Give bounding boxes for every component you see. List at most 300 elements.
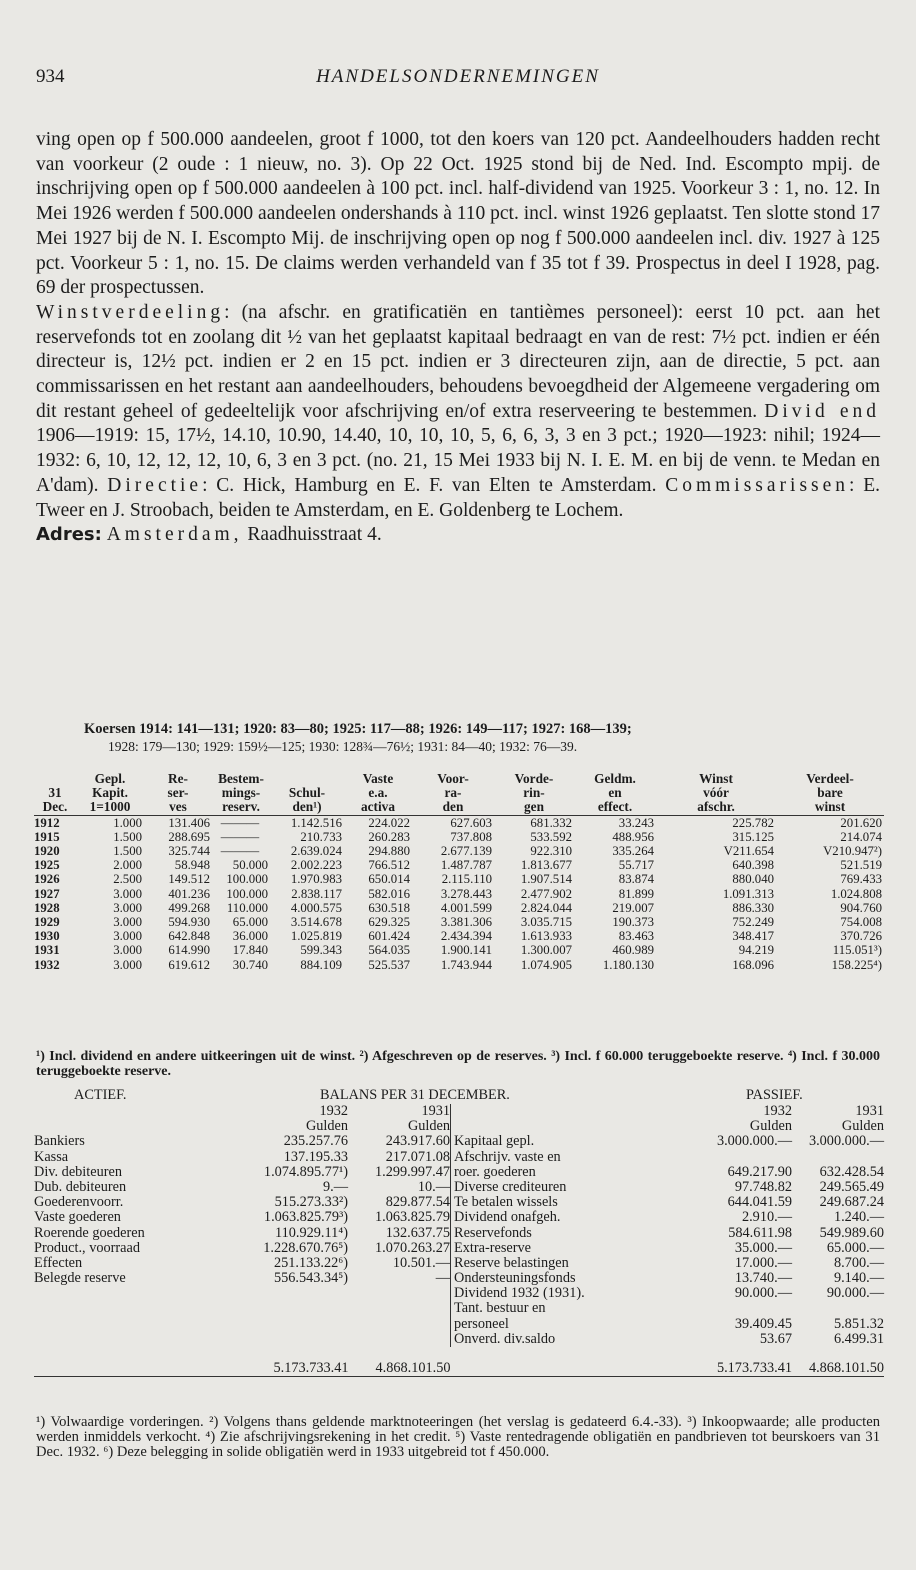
item-label: Reserve belastingen xyxy=(454,1255,569,1271)
actief-row xyxy=(34,1241,450,1256)
column-header-line: Bestem- xyxy=(218,771,264,786)
item-value: 17.000.— xyxy=(734,1254,792,1271)
column-header-line: Schul- xyxy=(288,785,326,801)
item-label: Div. debiteuren xyxy=(34,1164,123,1180)
table-cell: 1.180.130 xyxy=(602,957,654,972)
passief-row xyxy=(454,1286,884,1301)
row-year: 1930 xyxy=(34,929,60,944)
address-city: Amsterdam, xyxy=(106,524,243,546)
item-value: 3.000.000.— xyxy=(808,1133,884,1150)
item-value: 110.929.11⁴) xyxy=(275,1224,349,1241)
row-year: 1915 xyxy=(34,829,60,844)
item-value xyxy=(792,1301,884,1316)
table-cell: 1.091.313 xyxy=(722,886,774,901)
table-cell: 614.990 xyxy=(168,943,210,958)
item-value xyxy=(688,1150,792,1165)
table-cell: 1.025.819 xyxy=(290,929,342,944)
item-value: 243.917.60 xyxy=(385,1133,451,1150)
item-label: Roerende goederen xyxy=(34,1225,145,1241)
passief-row xyxy=(454,1134,884,1149)
item-value: 1.240.— xyxy=(833,1209,884,1226)
table-cell: 335.264 xyxy=(612,844,654,859)
column-header-line: vóór xyxy=(703,785,729,801)
column-header xyxy=(270,772,344,815)
item-value: 5.851.32 xyxy=(833,1315,884,1332)
table-cell: 83.463 xyxy=(618,929,654,944)
table-cell: 1.024.808 xyxy=(830,886,882,901)
table-cell: 627.603 xyxy=(412,815,494,830)
table-cell: 94.219 xyxy=(738,943,774,958)
table-cell: 3.000 xyxy=(113,957,142,972)
column-header-line: en xyxy=(608,785,622,801)
table-cell: ——— xyxy=(220,844,260,859)
table-cell: 401.236 xyxy=(168,886,210,901)
table-cell: 642.848 xyxy=(168,929,210,944)
table-cell: 922.310 xyxy=(530,844,572,859)
item-value: 97.748.82 xyxy=(734,1178,792,1195)
passief-row xyxy=(454,1301,884,1316)
table-cell: V210.947²) xyxy=(823,844,882,859)
table-row xyxy=(34,958,884,972)
profit-distribution-paragraph xyxy=(36,301,880,523)
table-cell: 594.930 xyxy=(168,915,210,930)
item-value: 10.— xyxy=(417,1178,451,1195)
column-header-line: Gepl. xyxy=(94,771,126,786)
column-header xyxy=(494,772,574,815)
dividend-label: Divid end xyxy=(764,400,881,422)
table-cell: 1.000 xyxy=(76,815,144,830)
item-label: Belegde reserve xyxy=(34,1271,126,1287)
item-label: Afschrijv. vaste en xyxy=(454,1149,561,1165)
column-header-line: den¹) xyxy=(292,799,322,815)
passief-row xyxy=(454,1165,884,1180)
table-cell: 640.398 xyxy=(732,858,774,873)
table-cell: 4.000.575 xyxy=(290,900,342,915)
item-value: 10.501.— xyxy=(392,1254,451,1271)
year-head: 1932 xyxy=(763,1103,792,1119)
row-year: 1932 xyxy=(34,957,60,972)
table-cell: 3.035.715 xyxy=(520,915,572,930)
table-cell: 30.740 xyxy=(232,957,268,972)
unit-head: Gulden xyxy=(305,1118,349,1135)
table-cell: 214.074 xyxy=(840,829,882,844)
table-row xyxy=(34,830,884,844)
table-cell: 1.074.905 xyxy=(520,957,572,972)
table-cell: 36.000 xyxy=(232,929,268,944)
total-passief-1932: 5.173.733.41 xyxy=(716,1360,792,1376)
table-cell: 100.000 xyxy=(226,886,268,901)
row-year: 1928 xyxy=(34,900,60,915)
item-label: Goederenvoorr. xyxy=(34,1195,124,1211)
passief-row xyxy=(454,1226,884,1241)
column-header-line: Dec. xyxy=(42,799,68,815)
table-cell: 4.001.599 xyxy=(440,900,492,915)
total-actief-1931: 4.868.101.50 xyxy=(375,1360,451,1376)
table-cell: 348.417 xyxy=(732,929,774,944)
actief-column xyxy=(34,1104,450,1347)
table-cell: 260.283 xyxy=(368,829,410,844)
item-value: 6.499.31 xyxy=(833,1330,884,1347)
passief-title: PASSIEF. xyxy=(746,1087,803,1103)
table-cell: 521.519 xyxy=(840,858,882,873)
row-year: 1931 xyxy=(34,943,60,958)
actief-title: ACTIEF. xyxy=(74,1087,127,1103)
row-year: 1927 xyxy=(34,886,60,901)
item-label: Dividend onafgeh. xyxy=(454,1210,561,1226)
item-value: 249.565.49 xyxy=(819,1178,884,1195)
passief-row xyxy=(454,1150,884,1165)
unit-head: Gulden xyxy=(841,1118,884,1135)
column-header-line: Geldm. xyxy=(594,771,636,786)
column-header-line: Kapit. xyxy=(92,785,128,801)
item-label: Dividend 1932 (1931). xyxy=(454,1286,585,1302)
table-row xyxy=(34,858,884,872)
table-cell: 630.518 xyxy=(368,900,410,915)
table-cell: 2.002.223 xyxy=(290,858,342,873)
item-value: 1.070.263.27 xyxy=(374,1239,451,1256)
table-row xyxy=(34,887,884,901)
item-value xyxy=(792,1150,884,1165)
item-value: 9.— xyxy=(323,1178,349,1195)
winst-label: Winstverdeeling xyxy=(36,301,225,323)
column-header-line: rin- xyxy=(523,785,545,801)
column-header xyxy=(656,772,776,815)
table-cell: 2.677.139 xyxy=(440,844,492,859)
table-cell: 499.268 xyxy=(168,900,210,915)
row-year: 1920 xyxy=(34,844,60,859)
item-value: 235.257.76 xyxy=(283,1133,349,1150)
item-value: 1.074.895.77¹) xyxy=(263,1163,349,1180)
item-label: Tant. bestuur en xyxy=(454,1301,546,1317)
table-cell: 201.620 xyxy=(776,815,884,830)
table-cell: 1.487.787 xyxy=(440,858,492,873)
table-cell: 294.880 xyxy=(368,844,410,859)
item-label: Effecten xyxy=(34,1255,83,1271)
table-cell: 737.808 xyxy=(450,829,492,844)
item-label: Dub. debiteuren xyxy=(34,1179,127,1195)
table-row xyxy=(34,915,884,929)
year-head: 1931 xyxy=(421,1103,451,1119)
table-cell: 754.008 xyxy=(840,915,882,930)
financial-table xyxy=(34,772,884,972)
column-header xyxy=(34,772,76,815)
column-header-line: Vorde- xyxy=(514,771,554,786)
table-cell: 886.330 xyxy=(732,900,774,915)
table-cell: 1.813.677 xyxy=(520,858,572,873)
item-value: 829.877.54 xyxy=(385,1194,451,1211)
passief-row xyxy=(454,1317,884,1332)
table-cell: 1.500 xyxy=(113,829,142,844)
balance-footnotes: ¹) Volwaardige vorderingen. ²) Volgens thans geldende marktnoteeringen (het verslag is gedateerd 6.4.-33). ³) Inkoopwaarde; alle producten werden inmiddels verkocht. ⁴) Zie afschrijvingsrekening in het credit. ⁵) Vaste rentedragende obligatiën en pandbrieven tot beurskoers van 31 Dec. 1932. ⁶) Deze belegging in solide obligatiën werd in 1933 uitgebreid tot f 450.000. xyxy=(36,1414,880,1461)
table-cell: 533.592 xyxy=(530,829,572,844)
column-header-line: 1=1000 xyxy=(89,799,131,815)
issue-history-paragraph: ving open op f 500.000 aandeelen, groot f 1000, tot den koers van 120 pct. Aandeelhouders hadden recht van voorkeur (2 oude : 1 nieuw, no. 3). Op 22 Oct. 1925 stond bij de Ned. Ind. Escompto mpij. de inschrijving open op f 500.000 aandeelen à 100 pct. incl. half-dividend van 1925. Voorkeur 3 : 1, no. 12. In Mei 1926 werden f 500.000 aandeelen ondershands à 110 pct. incl. winst 1926 geplaatst. Ten slotte stond 17 Mei 1927 bij de N. I. Escompto Mij. de inschrijving open op nog f 500.000 aandeelen incl. div. 1927 à 125 pct. Voorkeur 5 : 1, no. 15. De claims werden verhandeld van f 35 tot f 39. Prospectus in deel I 1928, pag. 69 der prospectussen. xyxy=(36,129,881,299)
item-label: personeel xyxy=(454,1316,509,1332)
column-header-line: ra- xyxy=(444,785,462,801)
address-label: Adres: xyxy=(36,524,102,546)
table-cell: 2.500 xyxy=(113,872,142,887)
item-value: 584.611.98 xyxy=(728,1224,792,1241)
directie-label: Directie xyxy=(107,474,203,496)
dividend-text: 1906—1919: 15, 17½, 14.10, 10.90, 14.40, 10, 10, 10, 5, 6, 6, 3, 3 en 3 pct.; 1920—1923: nihil; 1924—1932: 6, 10, 12, 12, 12, 10, 6, 3 en 3 pct. (no. 21, 15 Mei 1933 bij N. I. E. M. en bij de venn. te Medan en A'dam). xyxy=(36,425,880,496)
table-cell: 224.022 xyxy=(344,815,412,830)
total-passief-1931: 4.868.101.50 xyxy=(808,1360,884,1376)
item-label: Vaste goederen xyxy=(34,1210,121,1226)
table-row xyxy=(34,815,884,830)
item-value: — xyxy=(435,1270,451,1287)
table-row xyxy=(34,844,884,858)
page-header xyxy=(36,66,880,92)
table-cell: 3.000 xyxy=(113,915,142,930)
directie-text: : C. Hick, Hamburg en E. F. van Elten te Amsterdam. xyxy=(202,474,657,496)
item-value: 1.228.670.76⁵) xyxy=(263,1239,349,1256)
table-cell: 219.007 xyxy=(612,900,654,915)
column-header-line: Verdeel- xyxy=(806,771,854,786)
column-header xyxy=(212,772,270,815)
table-cell: 460.989 xyxy=(612,943,654,958)
table-row xyxy=(34,872,884,886)
address-street: Raadhuisstraat 4. xyxy=(247,524,382,546)
item-value: 53.67 xyxy=(759,1330,792,1347)
table-footnotes: ¹) Incl. dividend en andere uitkeeringen uit de winst. ²) Afgeschreven op de reserves. ³) Incl. f 60.000 teruggeboekte reserve. ⁴) Incl. f 30.000 teruggeboekte reserve. xyxy=(36,1049,880,1079)
year-head: 1931 xyxy=(855,1103,884,1119)
table-cell: V211.654 xyxy=(723,844,774,859)
column-header xyxy=(76,772,144,815)
item-value: 90.000.— xyxy=(734,1285,792,1302)
item-value: 13.740.— xyxy=(734,1270,792,1287)
passief-row xyxy=(454,1332,884,1347)
table-cell: 100.000 xyxy=(226,872,268,887)
table-row xyxy=(34,901,884,915)
actief-row xyxy=(34,1195,450,1210)
actief-row xyxy=(34,1134,450,1149)
passief-row xyxy=(454,1241,884,1256)
table-cell: 370.726 xyxy=(840,929,882,944)
item-value: 132.637.75 xyxy=(385,1224,451,1241)
item-value: 8.700.— xyxy=(833,1254,884,1271)
balance-title-row xyxy=(34,1088,884,1104)
actief-row xyxy=(34,1165,450,1180)
table-cell: 880.040 xyxy=(732,872,774,887)
table-cell: 65.000 xyxy=(232,915,268,930)
commissarissen-text: : E. Tweer en J. Stroobach, beiden te Amsterdam, en E. Goldenberg te Lochem. xyxy=(36,474,880,521)
table-cell: 766.512 xyxy=(368,858,410,873)
item-label: Diverse crediteuren xyxy=(454,1179,567,1195)
item-value: 1.063.825.79 xyxy=(374,1209,451,1226)
table-cell: 288.695 xyxy=(168,829,210,844)
unit-head: Gulden xyxy=(407,1118,451,1135)
table-cell: 58.948 xyxy=(174,858,210,873)
table-cell: 315.125 xyxy=(732,829,774,844)
column-header-line: effect. xyxy=(597,799,633,815)
table-cell: 601.424 xyxy=(368,929,410,944)
item-label: Product., voorraad xyxy=(34,1240,141,1256)
item-value: 3.000.000.— xyxy=(716,1133,792,1150)
column-header-line: Re- xyxy=(168,771,188,786)
winst-text: : (na afschr. en gratificatiën en tantièmes personeel): eerst 10 pct. aan het reservefonds tot en zoolang dit ½ van het geplaatst kapitaal bedraagt en van de rest: 7½ pct. indien er één directeur is, 12½ pct. indien er 2 en 15 pct. indien er 3 directeuren zijn, aan de directie, 5 pct. aan commissarissen en het restant aan aandeelhouders, behoudens bevoegdheid der Algemeene vergadering om dit restant geheel of gedeeltelijk voor afschrijving en/of extra reserveering te bestemmen. xyxy=(36,301,880,422)
table-cell: 83.874 xyxy=(618,872,654,887)
table-cell: 1.500 xyxy=(113,844,142,859)
table-cell: ——— xyxy=(220,829,260,844)
column-header-line: ser- xyxy=(167,785,189,801)
item-label: Te betalen wissels xyxy=(454,1195,558,1211)
table-cell: 769.433 xyxy=(840,872,882,887)
table-cell: 1.300.007 xyxy=(520,943,572,958)
actief-row xyxy=(34,1210,450,1225)
item-value: 65.000.— xyxy=(826,1239,884,1256)
column-header-line: gen xyxy=(524,799,544,815)
passief-column xyxy=(450,1104,884,1347)
table-cell: 2.434.394 xyxy=(440,929,492,944)
table-cell: 1.900.141 xyxy=(440,943,492,958)
table-cell: 2.000 xyxy=(113,858,142,873)
item-value: 9.140.— xyxy=(833,1270,884,1287)
column-header-line: Vaste xyxy=(362,771,394,786)
passief-row xyxy=(454,1180,884,1195)
table-cell: 619.612 xyxy=(168,957,210,972)
column-header xyxy=(776,772,884,815)
table-row xyxy=(34,929,884,943)
body-text xyxy=(36,128,880,548)
table-cell: 3.514.678 xyxy=(290,915,342,930)
balance-title: BALANS PER 31 DECEMBER. xyxy=(320,1087,510,1103)
table-cell: 168.096 xyxy=(732,957,774,972)
table-cell: 110.000 xyxy=(226,900,268,915)
table-cell: 582.016 xyxy=(368,886,410,901)
actief-row xyxy=(34,1150,450,1165)
column-header-line: bare xyxy=(817,785,843,801)
table-cell: 3.000 xyxy=(113,900,142,915)
item-value: 217.071.08 xyxy=(385,1148,451,1165)
unit-head: Gulden xyxy=(749,1118,792,1135)
table-cell: 2.639.024 xyxy=(290,844,342,859)
item-label: Kapitaal gepl. xyxy=(454,1134,535,1150)
item-label: Bankiers xyxy=(34,1134,85,1150)
table-cell: 149.512 xyxy=(168,872,210,887)
item-value xyxy=(688,1301,792,1316)
balance-totals xyxy=(34,1361,884,1377)
table-cell: 752.249 xyxy=(732,915,774,930)
row-year: 1926 xyxy=(34,872,60,887)
year-head: 1932 xyxy=(319,1103,349,1119)
passief-row xyxy=(454,1256,884,1271)
item-value: 515.273.33²) xyxy=(274,1194,349,1211)
item-label: Onverd. div.saldo xyxy=(454,1331,556,1347)
item-value: 249.687.24 xyxy=(819,1194,884,1211)
table-cell: 1.907.514 xyxy=(520,872,572,887)
share-prices-line-2: 1928: 179—130; 1929: 159½—125; 1930: 128¾—76½; 1931: 84—40; 1932: 76—39. xyxy=(108,739,578,754)
column-header-line: 31 xyxy=(48,785,62,801)
item-value: 35.000.— xyxy=(734,1239,792,1256)
column-header xyxy=(344,772,412,815)
table-cell: 17.840 xyxy=(232,943,268,958)
item-label: Extra-reserve xyxy=(454,1240,532,1256)
table-cell: 629.325 xyxy=(368,915,410,930)
item-label: Ondersteuningsfonds xyxy=(454,1271,576,1287)
table-cell: 325.744 xyxy=(168,844,210,859)
column-header xyxy=(574,772,656,815)
passief-row xyxy=(454,1271,884,1286)
item-value: 549.989.60 xyxy=(819,1224,884,1241)
table-cell: 3.000 xyxy=(113,929,142,944)
table-cell: 1.970.983 xyxy=(290,872,342,887)
row-year: 1929 xyxy=(34,915,60,930)
actief-row xyxy=(34,1271,450,1286)
column-header-line: Voor- xyxy=(437,771,469,786)
column-header-line: winst xyxy=(814,799,846,815)
running-title: HANDELSONDERNEMINGEN xyxy=(316,66,600,87)
table-cell: 2.477.902 xyxy=(520,886,572,901)
actief-row xyxy=(34,1226,450,1241)
table-cell: 599.343 xyxy=(300,943,342,958)
table-cell: 131.406 xyxy=(144,815,212,830)
item-value: 39.409.45 xyxy=(734,1315,792,1332)
row-year: 1912 xyxy=(34,815,76,830)
balance-sheet xyxy=(34,1088,884,1377)
table-cell: 2.838.117 xyxy=(291,886,342,901)
column-header-line: activa xyxy=(361,799,395,815)
item-value: 649.217.90 xyxy=(727,1163,792,1180)
item-value: 632.428.54 xyxy=(819,1163,884,1180)
item-value: 1.299.997.47 xyxy=(374,1163,451,1180)
column-header xyxy=(412,772,494,815)
total-actief-1932: 5.173.733.41 xyxy=(273,1360,349,1376)
table-cell: 1.142.516 xyxy=(270,815,344,830)
item-label: roer. goederen xyxy=(454,1164,536,1180)
commissarissen-label: Commissarissen xyxy=(665,474,850,496)
row-year: 1925 xyxy=(34,858,60,873)
passief-row xyxy=(454,1210,884,1225)
table-cell: 1.743.944 xyxy=(440,957,492,972)
table-cell: 158.225⁴) xyxy=(831,957,882,972)
actief-row xyxy=(34,1256,450,1271)
table-cell: 564.035 xyxy=(368,943,410,958)
item-value: 251.133.22⁶) xyxy=(273,1254,349,1271)
passief-row xyxy=(454,1195,884,1210)
table-cell: 650.014 xyxy=(368,872,410,887)
table-cell: 2.115.110 xyxy=(441,872,492,887)
table-cell: 3.000 xyxy=(113,943,142,958)
share-prices xyxy=(36,720,880,756)
share-prices-line-1: Koersen 1914: 141—131; 1920: 83—80; 1925: 117—88; 1926: 149—117; 1927: 168—139; xyxy=(84,721,632,737)
table-cell: 81.899 xyxy=(618,886,654,901)
table-cell: 488.956 xyxy=(612,829,654,844)
table-cell: 50.000 xyxy=(232,858,268,873)
column-header-line: e.a. xyxy=(368,785,388,801)
item-label: Kassa xyxy=(34,1149,69,1165)
table-cell: ——— xyxy=(212,815,270,830)
table-cell: 33.243 xyxy=(574,815,656,830)
item-value: 137.195.33 xyxy=(283,1148,349,1165)
actief-row xyxy=(34,1180,450,1195)
table-row xyxy=(34,943,884,957)
table-cell: 190.373 xyxy=(612,915,654,930)
page-number: 934 xyxy=(36,66,65,87)
table-cell: 115.051³) xyxy=(832,943,882,958)
table-cell: 2.824.044 xyxy=(520,900,572,915)
table-cell: 3.278.443 xyxy=(440,886,492,901)
column-header-line: reserv. xyxy=(222,799,260,815)
table-cell: 525.537 xyxy=(368,957,410,972)
table-cell: 225.782 xyxy=(656,815,776,830)
column-header-line: ves xyxy=(169,799,187,815)
table-cell: 681.332 xyxy=(494,815,574,830)
item-value: 1.063.825.79³) xyxy=(263,1209,349,1226)
table-cell: 904.760 xyxy=(840,900,882,915)
item-value: 644.041.59 xyxy=(727,1194,792,1211)
table-cell: 3.000 xyxy=(113,886,142,901)
column-header-line: Winst xyxy=(699,771,733,786)
